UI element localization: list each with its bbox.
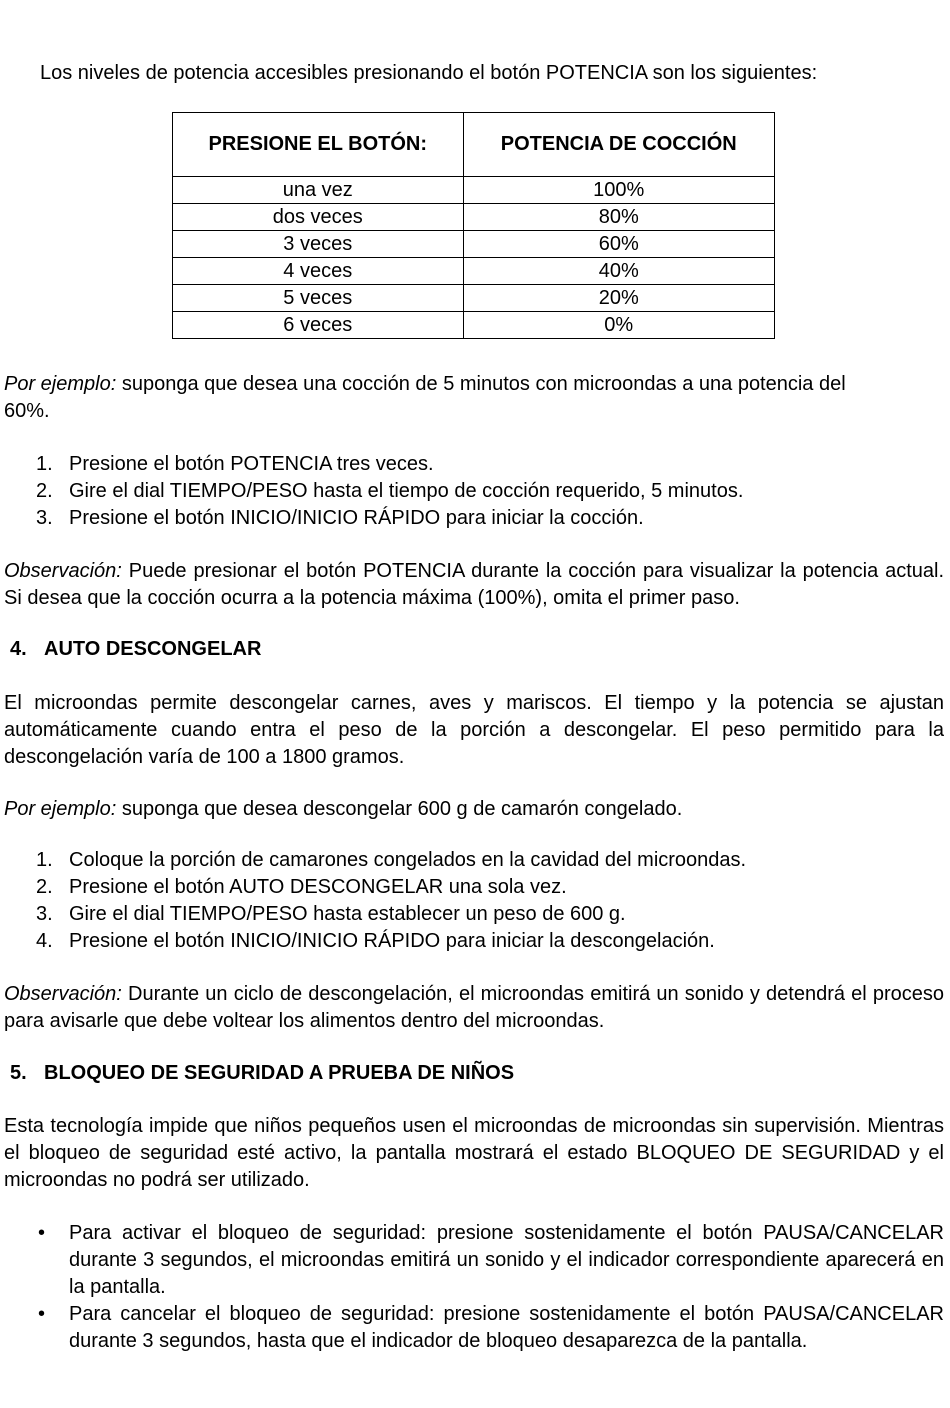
note-1-label: Observación: xyxy=(4,560,122,582)
table-header-press: PRESIONE EL BOTÓN: xyxy=(173,113,464,177)
table-row xyxy=(173,231,775,258)
section-5-paragraph: Esta tecnología impide que niños pequeños usen el microondas de microondas sin supervisión. Mientras el bloqueo de seguridad esté activo, la pantalla mostrará el estado BLOQUEO DE SEGURIDAD y el microondas no podrá ser utilizado. xyxy=(4,1115,944,1191)
table-cell: 0% xyxy=(463,312,774,339)
section-5-heading: 5. BLOQUEO DE SEGURIDAD A PRUEBA DE NIÑOS xyxy=(10,1062,515,1084)
section-4-paragraph: El microondas permite descongelar carnes, aves y mariscos. El tiempo y la potencia se ajustan automáticamente cuando entra el peso de la porción a descongelar. El peso permitido para la descongelación varía de 100 a 1800 gramos. xyxy=(4,692,944,768)
table-cell: 3 veces xyxy=(173,231,464,258)
list-item: • Para cancelar el bloqueo de seguridad: presione sostenidamente el botón PAUSA/CANCELAR durante 3 segundos, hasta que el indicador de bloqueo desaparezca de la pantalla. xyxy=(38,1303,944,1352)
list-item: 1. Coloque la porción de camarones congelados en la cavidad del microondas. xyxy=(36,849,747,871)
list-item: 3. Gire el dial TIEMPO/PESO hasta establecer un peso de 600 g. xyxy=(36,903,626,925)
list-item: 1. Presione el botón POTENCIA tres veces. xyxy=(36,453,434,475)
intro-text: Los niveles de potencia accesibles presionando el botón POTENCIA son los siguientes: xyxy=(40,62,818,84)
table-cell: 4 veces xyxy=(173,258,464,285)
section-5-title: BLOQUEO DE SEGURIDAD A PRUEBA DE NIÑOS xyxy=(44,1062,515,1084)
section-4-heading: 4. AUTO DESCONGELAR xyxy=(10,638,262,660)
table-cell: 60% xyxy=(463,231,774,258)
section-4-title: AUTO DESCONGELAR xyxy=(44,638,262,660)
note-2-label: Observación: xyxy=(4,983,122,1005)
table-row xyxy=(173,258,775,285)
example-1-text-cont: 60%. xyxy=(4,400,50,422)
note-2-text: Durante un ciclo de descongelación, el microondas emitirá un sonido y detendrá el proceso para avisarle que debe voltear los alimentos dentro del microondas. xyxy=(4,983,944,1032)
note-2-paragraph xyxy=(4,981,944,1035)
table-header-row xyxy=(173,113,775,177)
table-row xyxy=(173,204,775,231)
list-item: 2. Presione el botón AUTO DESCONGELAR una sola vez. xyxy=(36,876,567,898)
example-2-text: suponga que desea descongelar 600 g de camarón congelado. xyxy=(116,798,683,820)
table-row xyxy=(173,312,775,339)
list-item: 4. Presione el botón INICIO/INICIO RÁPIDO para iniciar la descongelación. xyxy=(36,930,715,952)
section-5-bullets xyxy=(4,1220,944,1355)
list-item: 3. Presione el botón INICIO/INICIO RÁPIDO para iniciar la cocción. xyxy=(36,507,644,529)
table-cell: 6 veces xyxy=(173,312,464,339)
example-1-text: suponga que desea una cocción de 5 minutos con microondas a una potencia del xyxy=(116,373,846,395)
example-1-label: Por ejemplo: xyxy=(4,373,117,395)
table-cell: 40% xyxy=(463,258,774,285)
example-1-paragraph xyxy=(4,371,944,425)
bullet-icon: • xyxy=(38,1222,46,1244)
list-item: 2. Gire el dial TIEMPO/PESO hasta el tiempo de cocción requerido, 5 minutos. xyxy=(36,480,744,502)
table-cell: dos veces xyxy=(173,204,464,231)
table-row xyxy=(173,177,775,204)
table-header-power: POTENCIA DE COCCIÓN xyxy=(463,113,774,177)
example-1-steps xyxy=(4,451,944,532)
table-cell: 5 veces xyxy=(173,285,464,312)
example-2-paragraph xyxy=(4,796,944,823)
table-cell: una vez xyxy=(173,177,464,204)
section-4-steps xyxy=(4,847,944,955)
table-row xyxy=(173,285,775,312)
example-2-label: Por ejemplo: xyxy=(4,798,117,820)
power-levels-table xyxy=(172,112,775,339)
note-1-paragraph xyxy=(4,558,944,612)
list-item: • Para activar el bloqueo de seguridad: presione sostenidamente el botón PAUSA/CANCELAR durante 3 segundos, el microondas emitirá un sonido y el indicador correspondiente aparecerá en la pantalla. xyxy=(38,1222,944,1298)
table-cell: 80% xyxy=(463,204,774,231)
bullet-icon: • xyxy=(38,1303,46,1325)
table-cell: 100% xyxy=(463,177,774,204)
table-cell: 20% xyxy=(463,285,774,312)
note-1-text: Puede presionar el botón POTENCIA durante la cocción para visualizar la potencia actual. Si desea que la cocción ocurra a la potencia máxima (100%), omita el primer paso. xyxy=(4,560,944,609)
